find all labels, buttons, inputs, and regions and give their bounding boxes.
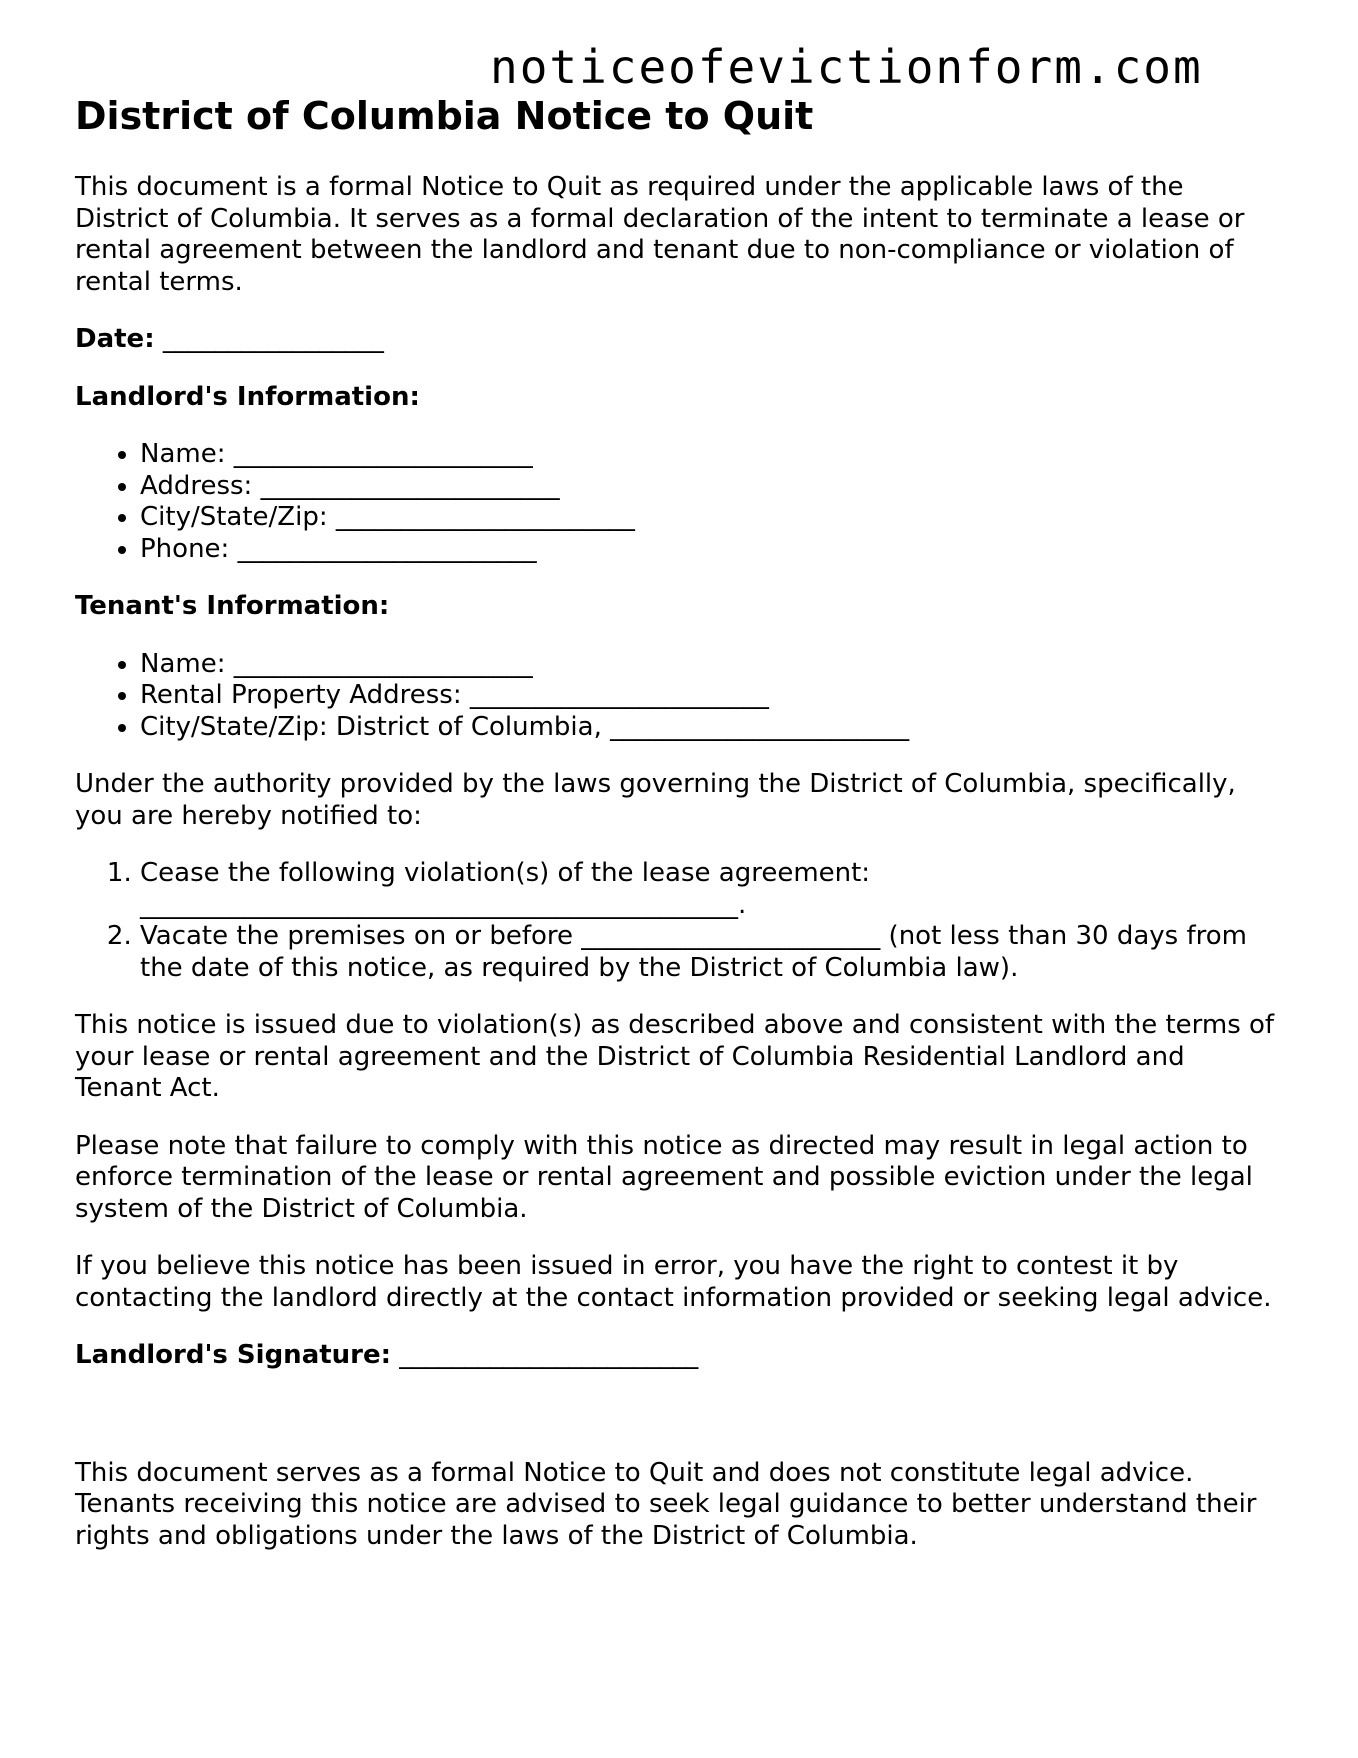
tenant-city-state-zip: • City/State/Zip: District of Columbia, _______________________ — [140, 712, 1275, 744]
date-line — [75, 324, 1275, 356]
landlord-phone: • Phone: _______________________ — [140, 534, 1275, 566]
order-vacate-premises: 2. Vacate the premises on or before _______________________ (not less than 30 days from the date of this notice, as required by the District of Columbia law). — [140, 921, 1275, 984]
landlord-city-state-zip: • City/State/Zip: _______________________ — [140, 502, 1275, 534]
violation-paragraph: This notice is issued due to violation(s) as described above and consistent with the terms of your lease or rental agreement and the District of Columbia Residential Landlord and Tenant Act. — [75, 1010, 1275, 1103]
tenant-heading: Tenant's Information: — [75, 591, 390, 621]
landlord-info-list — [75, 439, 1275, 565]
watermark: noticeofevictionform.com — [490, 40, 1203, 94]
landlord-name: • Name: _______________________ — [140, 439, 1275, 471]
spacer — [75, 1398, 1275, 1458]
landlord-address: • Address: _______________________ — [140, 471, 1275, 503]
page-title: District of Columbia Notice to Quit — [75, 94, 814, 138]
document-body — [75, 172, 1275, 1578]
failure-paragraph: Please note that failure to comply with this notice as directed may result in legal action to enforce termination of the lease or rental agreement and possible eviction under the legal system of the District of Columbia. — [75, 1130, 1253, 1224]
landlord-heading: Landlord's Information: — [75, 381, 420, 412]
date-blank: _________________ — [162, 324, 384, 354]
signature-blank: _______________________ — [399, 1340, 699, 1370]
tenant-name: • Name: _______________________ — [140, 649, 1275, 681]
disclaimer-paragraph: This document serves as a formal Notice to Quit and does not constitute legal advice. Tenants receiving this notice are advised to seek legal guidance to better understand their rights and obligations under the laws of the District of Columbia. — [75, 1457, 1257, 1551]
order-cease-violation: 1. Cease the following violation(s) of the lease agreement: ______________________________________________. — [140, 858, 1275, 921]
tenant-property-address: • Rental Property Address: _______________________ — [140, 680, 1275, 712]
signature-label: Landlord's Signature: — [75, 1340, 392, 1370]
date-label: Date: — [75, 324, 155, 354]
intro-paragraph: This document is a formal Notice to Quit as required under the applicable laws of the District of Columbia. It serves as a formal declaration of the intent to terminate a lease or rental agreement between the landlord and tenant due to non-compliance or violation of rental terms. — [75, 172, 1245, 297]
orders-list — [75, 858, 1275, 984]
signature-line — [75, 1340, 1275, 1372]
tenant-info-list — [75, 649, 1275, 744]
authority-paragraph: Under the authority provided by the laws governing the District of Columbia, specifically, you are hereby notified to: — [75, 769, 1236, 831]
contest-paragraph: If you believe this notice has been issued in error, you have the right to contest it by contacting the landlord directly at the contact information provided or seeking legal advice. — [75, 1251, 1272, 1313]
